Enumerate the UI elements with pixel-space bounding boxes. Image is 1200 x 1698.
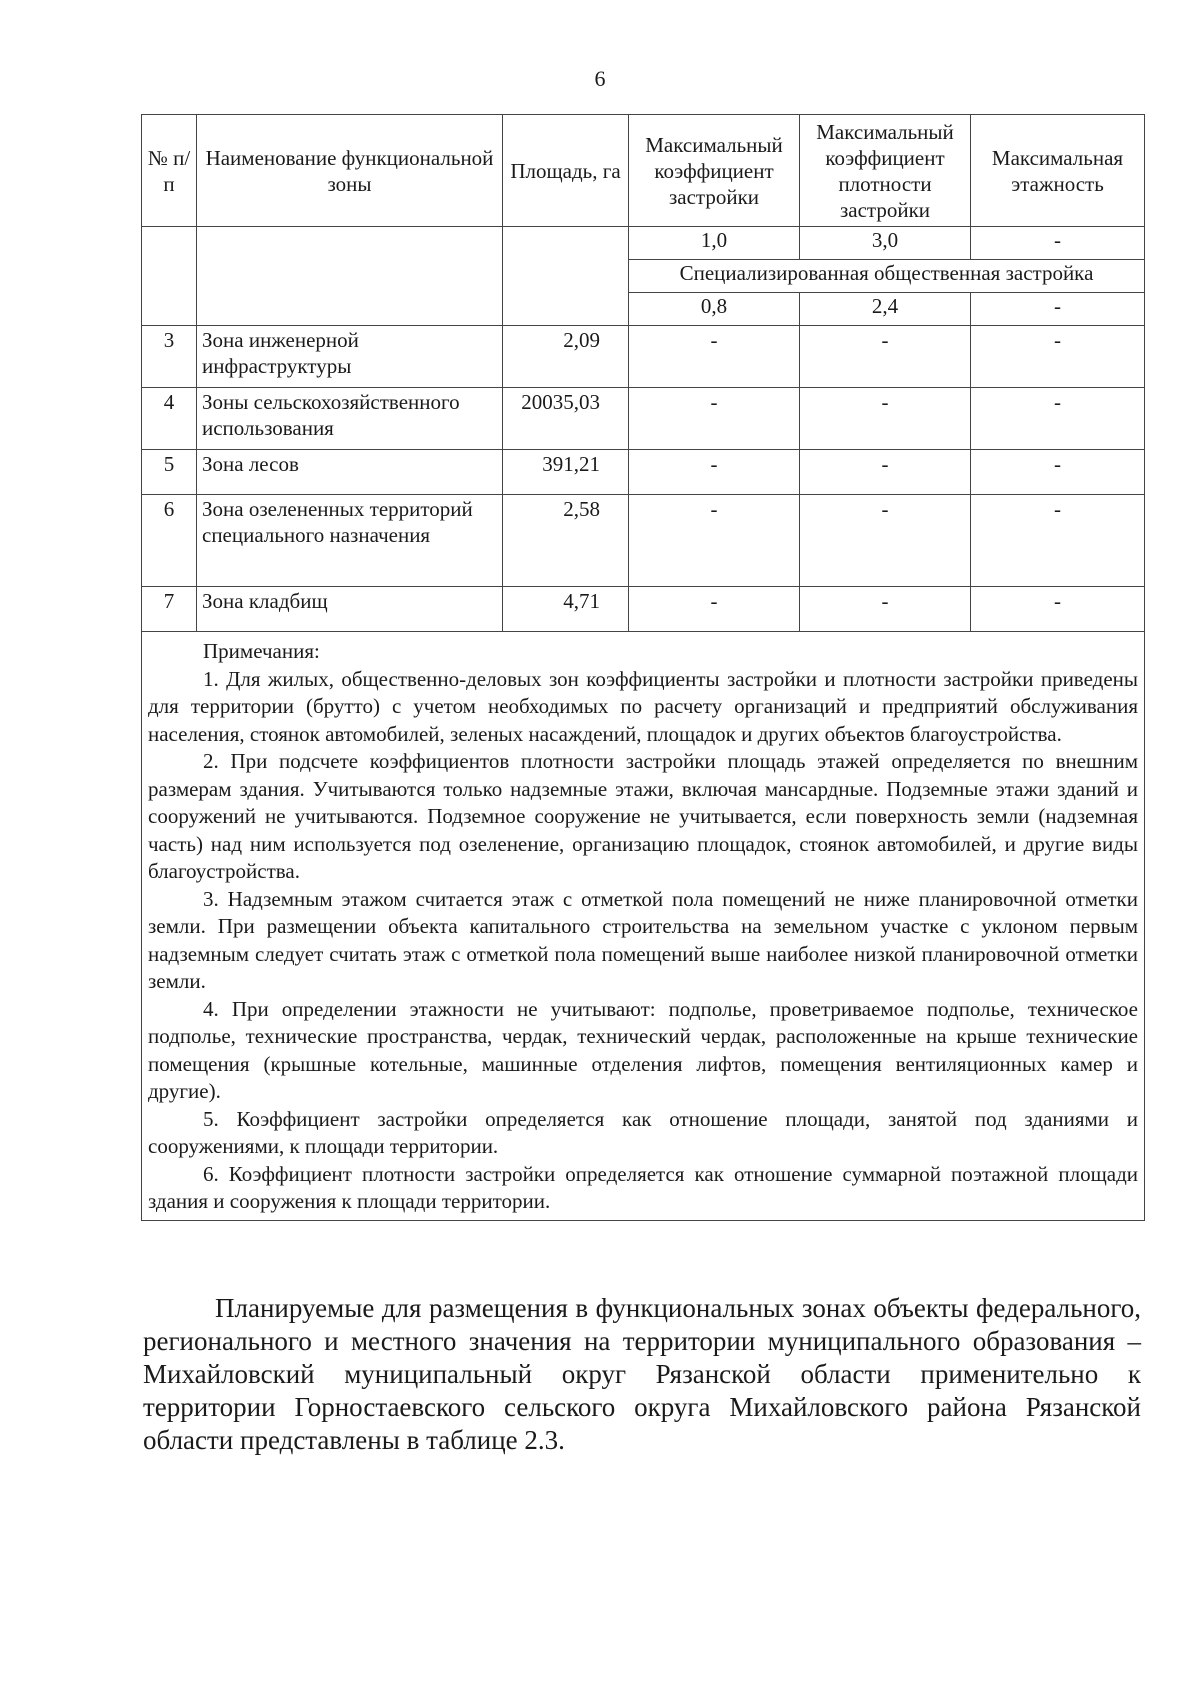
- cell-floors: -: [971, 495, 1145, 587]
- header-coverage: Максимальный коэффициент застройки: [629, 115, 800, 227]
- cell-area: 2,58: [503, 495, 629, 587]
- cell-coverage: -: [629, 587, 800, 632]
- table-row: [142, 587, 1145, 632]
- cell-density: 2,4: [800, 293, 971, 326]
- cell-floors: -: [971, 388, 1145, 450]
- header-name: Наименование функциональной зоны: [197, 115, 503, 227]
- cell-coverage: -: [629, 450, 800, 495]
- cell-floors: -: [971, 293, 1145, 326]
- cell-floors: -: [971, 450, 1145, 495]
- note-item: 6. Коэффициент плотности застройки определяется как отношение суммарной поэтажной площади здания и сооружения к площади территории.: [148, 1161, 1138, 1213]
- page-number: 6: [594, 66, 606, 91]
- notes-cell: [142, 632, 1145, 1221]
- cell-density: 3,0: [800, 227, 971, 260]
- cell-num: 4: [142, 388, 197, 450]
- cell-density: -: [800, 587, 971, 632]
- table-row: [142, 450, 1145, 495]
- cell-area: 2,09: [503, 326, 629, 388]
- header-num: № п/п: [142, 115, 197, 227]
- note-item: 1. Для жилых, общественно-деловых зон коэффициенты застройки и плотности застройки приведены для территории (брутто) с учетом необходимых по расчету организаций и предприятий обслуживания населения, стоянок автомобилей, зеленых насаждений, площадок и других объектов благоустройства.: [148, 666, 1138, 746]
- header-density: Максимальный коэффициент плотности застройки: [800, 115, 971, 227]
- notes-title: Примечания:: [203, 639, 320, 663]
- cell-floors: -: [971, 227, 1145, 260]
- cell-density: -: [800, 388, 971, 450]
- cell-name: Зоны сельскохозяйственного использования: [197, 388, 503, 450]
- cell-name: Зона кладбищ: [197, 587, 503, 632]
- table-row: [142, 495, 1145, 587]
- cell-area: 20035,03: [503, 388, 629, 450]
- cell-coverage: -: [629, 495, 800, 587]
- functional-zones-table: [141, 114, 1145, 1221]
- cell-density: -: [800, 450, 971, 495]
- cell-area: 391,21: [503, 450, 629, 495]
- cell-num: 5: [142, 450, 197, 495]
- cell-coverage: -: [629, 388, 800, 450]
- cell-coverage: 1,0: [629, 227, 800, 260]
- note-item: 3. Надземным этажом считается этаж с отметкой пола помещений не ниже планировочной отметки земли. При размещении объекта капитального строительства на земельном участке с уклоном первым надземным следует считать этаж с отметкой пола помещений выше наиболее низкой планировочной отметки земли.: [148, 886, 1138, 993]
- cell-area: 4,71: [503, 587, 629, 632]
- notes-row: [142, 632, 1145, 1221]
- cell-name: Зона инженерной инфраструктуры: [197, 326, 503, 388]
- cell-density: -: [800, 495, 971, 587]
- cell-name: Зона лесов: [197, 450, 503, 495]
- cell-num: 7: [142, 587, 197, 632]
- table-row: [142, 388, 1145, 450]
- body-paragraph: Планируемые для размещения в функциональных зонах объекты федерального, регионального и местного значения на территории муниципального образования – Михайловский муниципальный округ Рязанской области применительно к территории Горностаевского сельского округа Михайловского района Рязанской области представлены в таблице 2.3.: [143, 1293, 1141, 1455]
- table-row: [142, 227, 1145, 260]
- note-item: 2. При подсчете коэффициентов плотности застройки площадь этажей определяется по внешним размерам здания. Учитываются только надземные этажи, включая мансардные. Подземные этажи зданий и сооружений не учитываются. Подземное сооружение не учитывается, если поверхность земли (надземная часть) над ним используется под озеленение, организацию площадок, стоянок автомобилей, и другие виды благоустройства.: [148, 749, 1138, 883]
- subheading-cell: Специализированная общественная застройка: [629, 260, 1145, 293]
- cell-density: -: [800, 326, 971, 388]
- header-area: Площадь, га: [503, 115, 629, 227]
- cell-floors: -: [971, 326, 1145, 388]
- cell-num: 3: [142, 326, 197, 388]
- cell-name: Зона озелененных территорий специального назначения: [197, 495, 503, 587]
- cell-coverage: -: [629, 326, 800, 388]
- table-row: [142, 326, 1145, 388]
- cell-floors: -: [971, 587, 1145, 632]
- note-item: 5. Коэффициент застройки определяется как отношение площади, занятой под зданиями и сооружениями, к площади территории.: [148, 1106, 1138, 1158]
- header-floors: Максимальная этажность: [971, 115, 1145, 227]
- note-item: 4. При определении этажности не учитывают: подполье, проветриваемое подполье, техническое подполье, технические пространства, чердак, технический чердак, расположенные на крыше технические помещения (крышные котельные, машинные отделения лифтов, помещения вентиляционных камер и другие).: [148, 996, 1138, 1103]
- cell-num: 6: [142, 495, 197, 587]
- cell-coverage: 0,8: [629, 293, 800, 326]
